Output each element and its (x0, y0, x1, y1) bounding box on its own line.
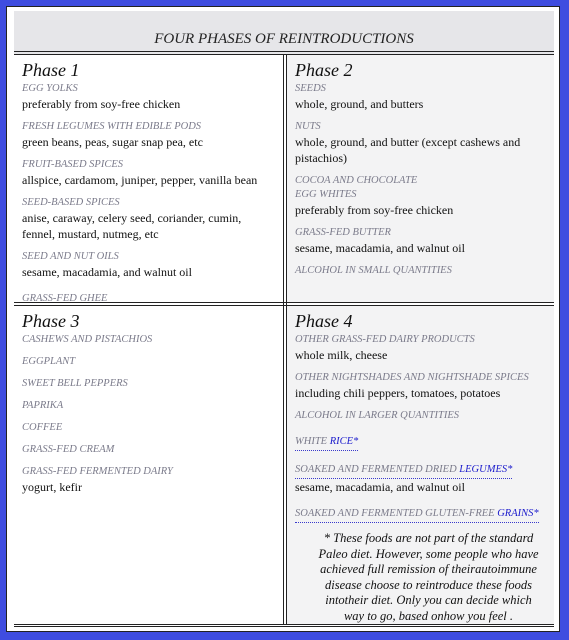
rice-link[interactable]: RICE* (329, 436, 359, 447)
white-rice-prefix: WHITE (295, 436, 330, 447)
item-label: SEED AND NUT OILS (22, 251, 119, 262)
phase-3-cell (14, 306, 283, 624)
list-item (22, 355, 277, 369)
item-detail: whole, ground, and butters (295, 97, 424, 111)
item-detail: whole, ground, and butter (except cashews and pistachios) (295, 135, 521, 165)
list-item (295, 459, 548, 495)
item-detail: sesame, macadamia, and walnut oil (295, 241, 465, 255)
list-item (22, 333, 277, 347)
item-label: SEED-BASED SPICES (22, 197, 120, 208)
phase-1-heading: Phase 1 (22, 60, 80, 80)
list-item (295, 371, 548, 401)
item-label: EGG WHITES (295, 189, 357, 200)
item-label: COFFEE (22, 422, 63, 433)
item-detail: green beans, peas, sugar snap pea, etc (22, 135, 203, 149)
legumes-label (295, 463, 512, 479)
grains-prefix: SOAKED AND FERMENTED GLUTEN-FREE (295, 508, 498, 519)
item-label: GRASS-FED BUTTER (295, 227, 391, 238)
item-detail: preferably from soy-free chicken (295, 203, 454, 217)
item-detail: allspice, cardamom, juniper, pepper, vanilla bean (22, 173, 258, 187)
footnote: * These foods are not part of the standard Paleo diet. However, some people who have achieved full remission of theirautoimmune disease choose to reintroduce these foods intotheir diet. Only you can decide which way to go, based onhow you feel . (318, 531, 539, 623)
page-title: FOUR PHASES OF REINTRODUCTIONS (14, 11, 554, 55)
item-label: ALCOHOL IN SMALL QUANTITIES (295, 265, 452, 276)
list-item (22, 250, 277, 280)
list-item (295, 333, 548, 363)
phases-grid (14, 55, 554, 627)
list-item (295, 264, 548, 278)
list-item (295, 409, 548, 423)
item-detail: yogurt, kefir (22, 480, 82, 494)
item-label: CASHEWS AND PISTACHIOS (22, 334, 153, 345)
item-label: SEEDS (295, 83, 326, 94)
white-rice-label (295, 435, 358, 451)
phase-2-heading: Phase 2 (295, 60, 353, 80)
list-item (22, 399, 277, 413)
list-item (295, 226, 548, 256)
phase-2-cell (287, 55, 554, 302)
item-label: EGG YOLKS (22, 83, 78, 94)
grains-link[interactable]: GRAINS* (497, 508, 539, 519)
item-label: COCOA AND CHOCOLATE (295, 175, 418, 186)
item-label: NUTS (295, 121, 321, 132)
list-item (22, 292, 277, 306)
list-item (295, 82, 548, 112)
legumes-link[interactable]: LEGUMES* (459, 464, 513, 475)
item-detail: anise, caraway, celery seed, coriander, cumin, fennel, mustard, nutmeg, etc (22, 211, 242, 241)
list-item (22, 82, 277, 112)
grains-label (295, 507, 539, 523)
list-item (22, 443, 277, 457)
item-label: EGGPLANT (22, 356, 76, 367)
item-detail: sesame, macadamia, and walnut oil (295, 480, 465, 494)
item-detail: including chili peppers, tomatoes, potatoes (295, 386, 501, 400)
item-label: OTHER NIGHTSHADES AND NIGHTSHADE SPICES (295, 372, 529, 383)
list-item (22, 120, 277, 150)
list-item (22, 158, 277, 188)
legumes-prefix: SOAKED AND FERMENTED DRIED (295, 464, 460, 475)
phases-table (6, 6, 560, 632)
item-label: FRESH LEGUMES WITH EDIBLE PODS (22, 121, 202, 132)
item-label: GRASS-FED FERMENTED DAIRY (22, 466, 173, 477)
item-label: OTHER GRASS-FED DAIRY PRODUCTS (295, 334, 475, 345)
item-detail: sesame, macadamia, and walnut oil (22, 265, 192, 279)
item-detail: whole milk, cheese (295, 348, 388, 362)
item-label: GRASS-FED CREAM (22, 444, 115, 455)
list-item (22, 377, 277, 391)
list-item (22, 421, 277, 435)
list-item (295, 120, 548, 166)
item-label: SWEET BELL PEPPERS (22, 378, 128, 389)
phase-4-heading: Phase 4 (295, 311, 353, 331)
list-item (22, 465, 277, 495)
phase-3-heading: Phase 3 (22, 311, 80, 331)
list-item (295, 503, 548, 523)
item-label: GRASS-FED GHEE (22, 293, 108, 304)
list-item (295, 431, 548, 451)
list-item (295, 188, 548, 218)
phase-4-cell (287, 306, 554, 624)
item-label: PAPRIKA (22, 400, 64, 411)
list-item (22, 196, 277, 242)
item-label: FRUIT-BASED SPICES (22, 159, 123, 170)
item-detail: preferably from soy-free chicken (22, 97, 181, 111)
item-label: ALCOHOL IN LARGER QUANTITIES (295, 410, 460, 421)
phase-1-cell (14, 55, 283, 302)
list-item (295, 174, 548, 188)
